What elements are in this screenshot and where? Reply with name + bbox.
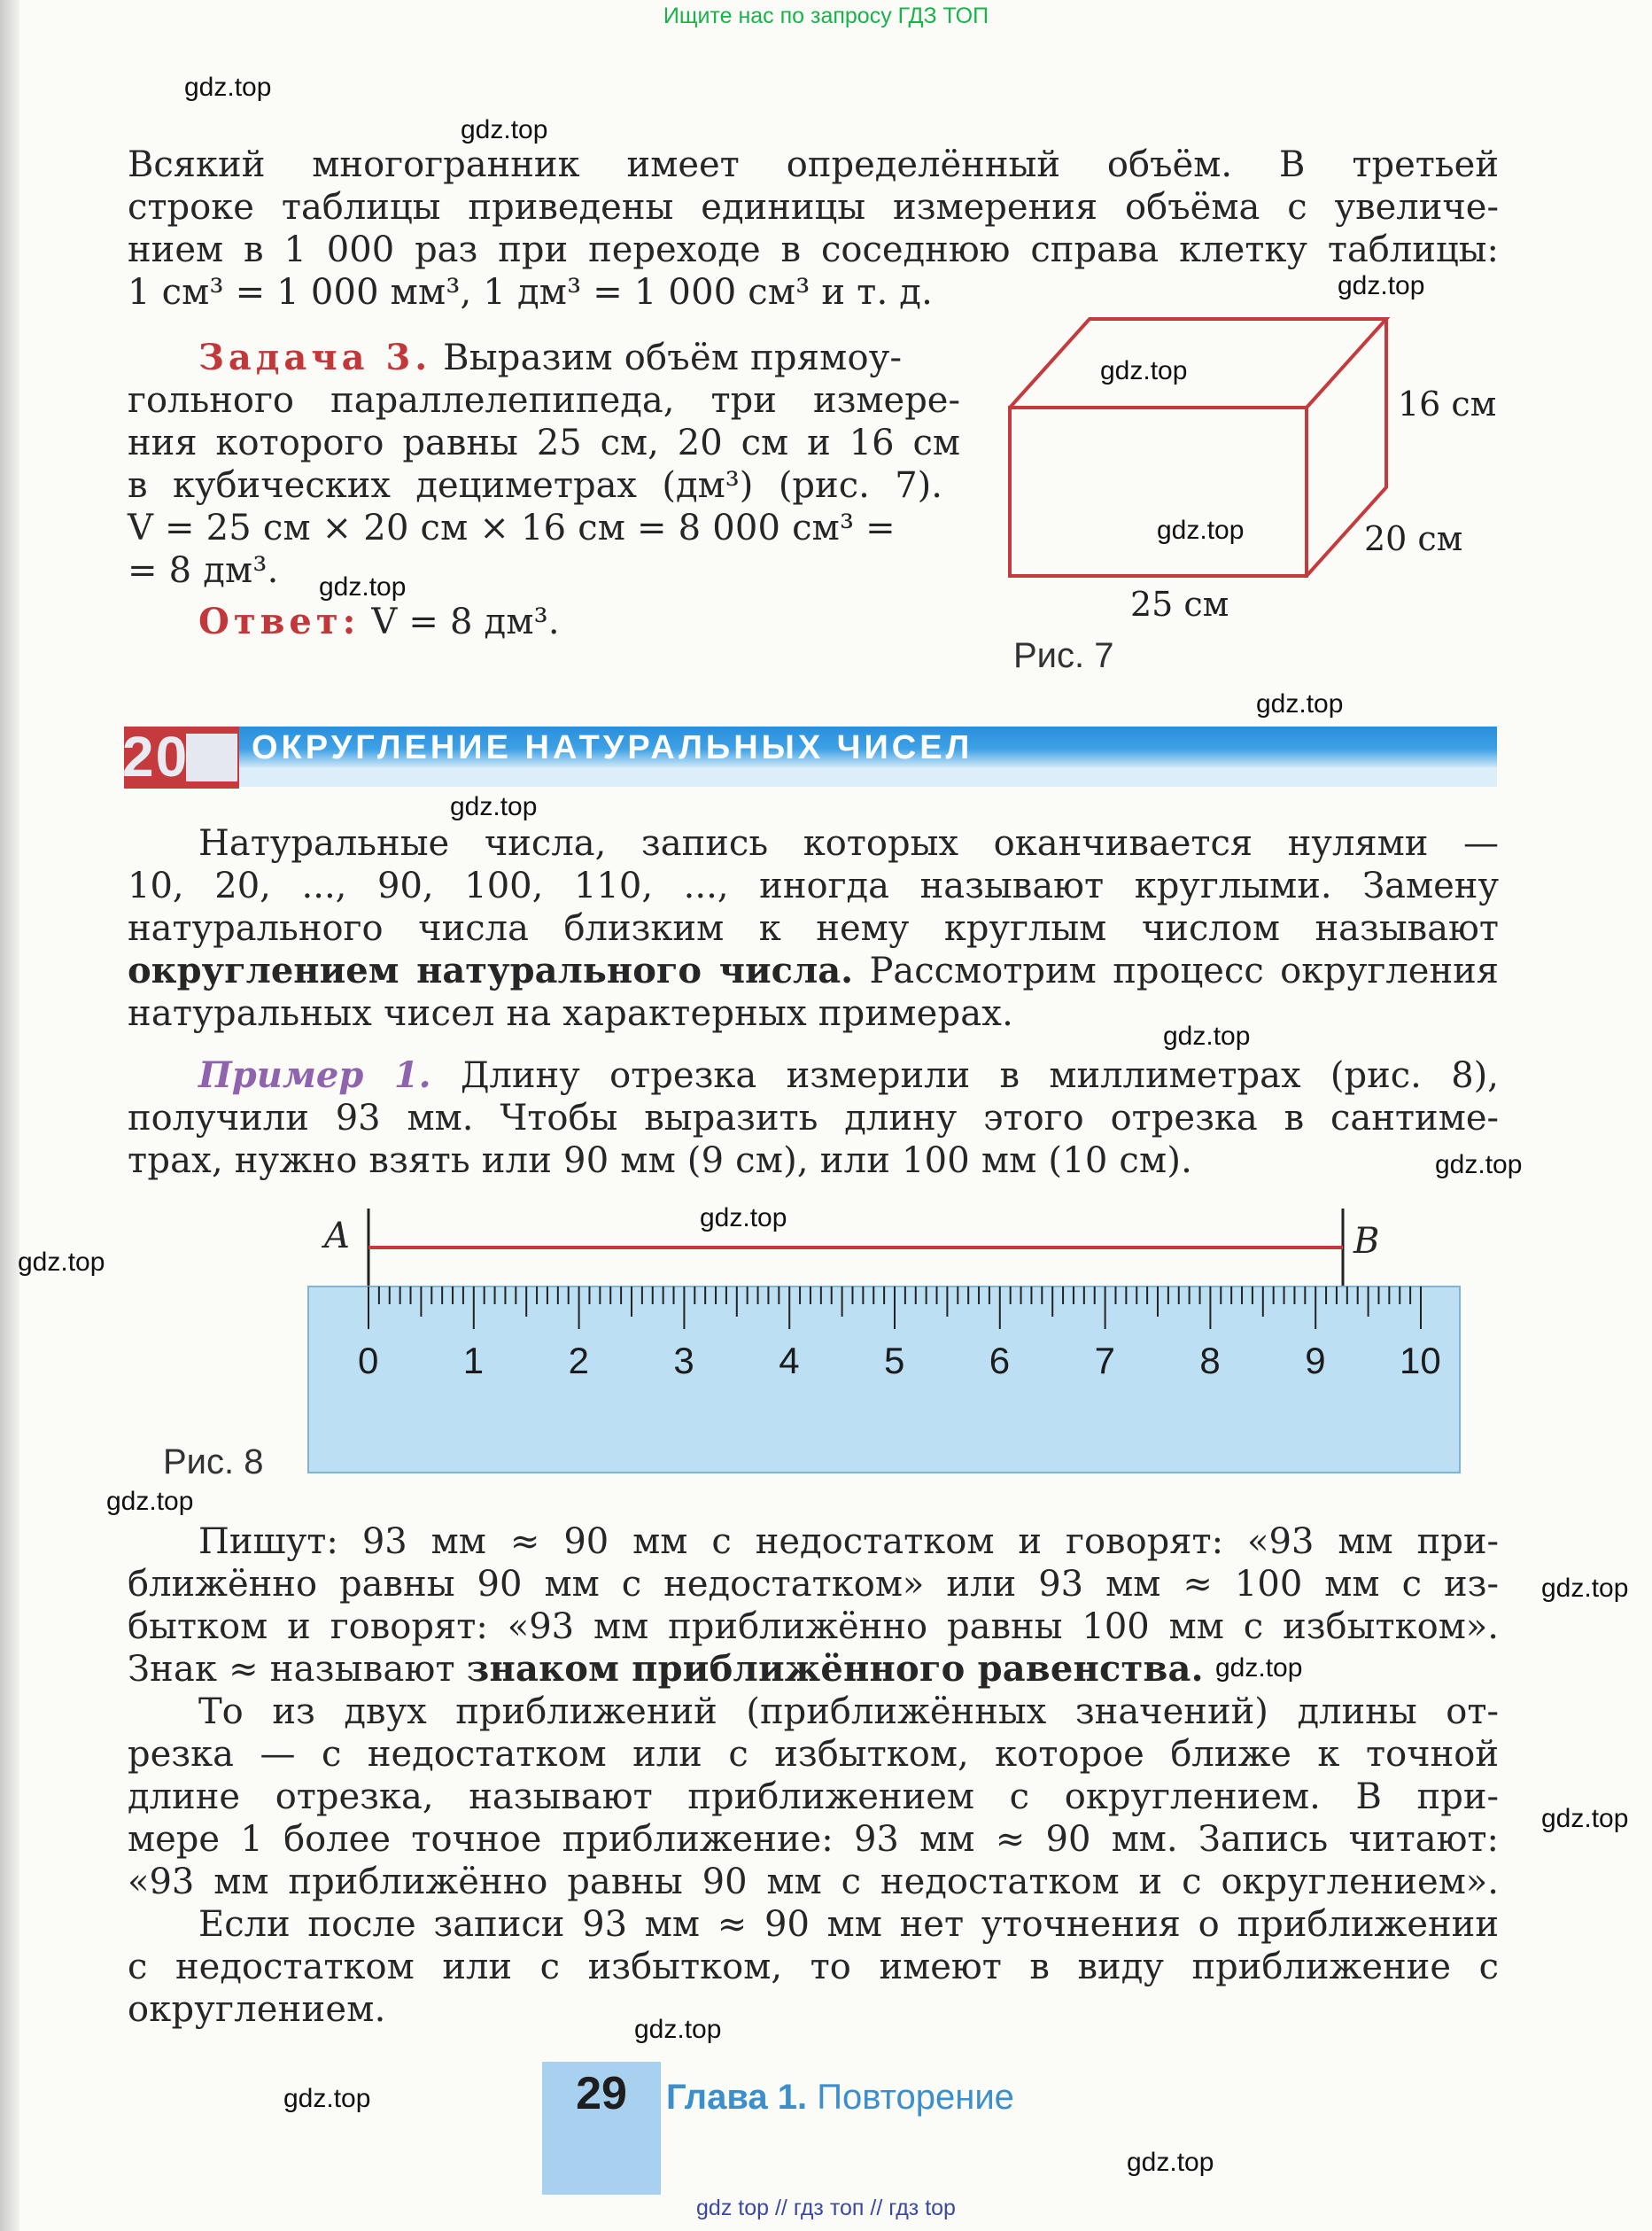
- term-rounding: округлением натурального числа.: [128, 950, 854, 991]
- watermark: gdz.top: [1541, 1804, 1629, 1833]
- ruler-label: 4: [779, 1340, 800, 1381]
- watermark: gdz.top: [283, 2084, 371, 2113]
- watermark: gdz.top: [1215, 1653, 1303, 1683]
- task-heading-line: [198, 337, 902, 379]
- box-top-face: [1010, 319, 1386, 408]
- point-b-label: B: [1353, 1221, 1380, 1262]
- ruler-label: 10: [1400, 1340, 1441, 1381]
- watermark: gdz.top: [1127, 2148, 1214, 2177]
- chapter-title: [666, 2078, 1014, 2118]
- paragraph-line: То из двух приближений (приближённых значений) длины от-: [198, 1691, 1499, 1732]
- section-number: 20: [122, 725, 190, 789]
- section-title: ОКРУГЛЕНИЕ НАТУРАЛЬНЫХ ЧИСЕЛ: [252, 729, 973, 766]
- point-a-label: A: [324, 1216, 350, 1256]
- task-line: в кубических дециметрах (дм³) (рис. 7).: [128, 465, 942, 506]
- paragraph-line: строке таблицы приведены единицы измерения объёма с увеличе-: [128, 187, 1499, 228]
- paragraph-line: ближённо равны 90 мм с недостатком» или 93 мм ≈ 100 мм с из-: [128, 1564, 1499, 1605]
- watermark: gdz.top: [700, 1203, 787, 1232]
- chapter-label: Глава 1.: [666, 2078, 808, 2117]
- watermark: gdz.top: [18, 1248, 105, 1277]
- paragraph-line: Пишут: 93 мм ≈ 90 мм с недостатком и говорят: «93 мм при-: [198, 1521, 1499, 1562]
- paragraph-line: мере 1 более точное приближение: 93 мм ≈ 90 мм. Запись читают:: [128, 1819, 1499, 1860]
- top-banner: Ищите нас по запросу ГДЗ ТОП: [663, 4, 989, 28]
- ruler-label: 2: [568, 1340, 589, 1381]
- figure-7-height-label: 16 см: [1398, 385, 1497, 424]
- watermark: gdz.top: [1157, 516, 1245, 545]
- figure-7-depth-label: 20 см: [1364, 519, 1463, 558]
- watermark: gdz.top: [319, 572, 407, 602]
- example-text: Длину отрезка измерили в миллиметрах (рис. 8),: [430, 1055, 1499, 1096]
- task-formula: = 8 дм³.: [128, 550, 279, 591]
- paragraph-line: бытком и говорят: «93 мм приближённо равны 100 мм с избытком».: [128, 1606, 1499, 1647]
- paragraph-line: резка — с недостатком или с избытком, которое ближе к точной: [128, 1734, 1499, 1775]
- watermark: gdz.top: [1256, 689, 1344, 719]
- ruler-label: 1: [462, 1340, 485, 1381]
- paragraph-line: Если после записи 93 мм ≈ 90 мм нет уточнения о приближении: [198, 1904, 1499, 1945]
- paragraph-line: натуральных чисел на характерных примерах.: [128, 993, 1013, 1034]
- watermark: gdz.top: [461, 115, 548, 144]
- ruler-label: 0: [358, 1340, 379, 1381]
- figure-7-width-label: 25 см: [1130, 585, 1229, 624]
- term-approx-sign: знаком приближённого равенства.: [466, 1648, 1204, 1690]
- paragraph-line: с недостатком или с избытком, то имеют в виду приближение с: [128, 1947, 1499, 1987]
- task-text: Выразим объём прямоу-: [431, 338, 903, 378]
- box-front-face: [1010, 408, 1307, 576]
- example-heading-line: [198, 1054, 1499, 1097]
- watermark: gdz.top: [184, 73, 272, 102]
- example-line: трах, нужно взять или 90 мм (9 см), или 100 мм (10 см).: [128, 1140, 1193, 1181]
- watermark: gdz.top: [106, 1487, 194, 1516]
- paragraph-line: округлением.: [128, 1989, 386, 2030]
- paragraph-line: натурального числа близким к нему круглым числом называют: [128, 908, 1499, 949]
- ruler-label: 3: [673, 1340, 694, 1381]
- paragraph-line: длине отрезка, называют приближением с округлением. В при-: [128, 1776, 1499, 1817]
- paragraph-line: [128, 1648, 1204, 1691]
- ruler-label: 8: [1199, 1340, 1221, 1381]
- ruler-label: 9: [1305, 1340, 1326, 1381]
- watermark: gdz.top: [450, 792, 538, 821]
- answer-line: [198, 601, 560, 643]
- watermark: gdz.top: [1541, 1574, 1629, 1603]
- answer-text: V = 8 дм³.: [360, 602, 560, 642]
- bottom-banner: gdz top // гдз топ // гдз top: [696, 2196, 956, 2220]
- task-line: ния которого равны 25 см, 20 см и 16 см: [128, 423, 960, 463]
- paragraph-line: 10, 20, ..., 90, 100, 110, ..., иногда называют круглыми. Замену: [128, 866, 1499, 906]
- paragraph-line: Всякий многогранник имеет определённый объём. В третьей: [128, 144, 1499, 185]
- page-number: 29: [576, 2068, 627, 2119]
- task-label: Задача 3.: [198, 337, 432, 378]
- paragraph-line: [128, 950, 1499, 992]
- task-formula: V = 25 см × 20 см × 16 см = 8 000 см³ =: [128, 508, 896, 548]
- ruler-label: 7: [1094, 1340, 1115, 1381]
- ruler-label: 5: [884, 1340, 905, 1381]
- chapter-name: Повторение: [817, 2078, 1014, 2117]
- figure-7-box: [1001, 310, 1426, 585]
- figure-7-caption: Рис. 7: [1013, 636, 1114, 675]
- paragraph-line: «93 мм приближённо равны 90 мм с недостатком и с округлением».: [128, 1862, 1499, 1902]
- paragraph-text: Знак ≈ называют: [128, 1649, 467, 1690]
- example-line: получили 93 мм. Чтобы выразить длину этого отрезка в сантиме-: [128, 1098, 1499, 1139]
- paragraph-line: Натуральные числа, запись которых оканчивается нулями —: [198, 823, 1499, 864]
- figure-8-caption: Рис. 8: [163, 1442, 264, 1481]
- watermark: gdz.top: [1338, 271, 1425, 300]
- ruler-label: 6: [989, 1340, 1011, 1381]
- watermark: gdz.top: [1163, 1022, 1251, 1051]
- answer-label: Ответ:: [198, 601, 361, 642]
- paragraph-text: Рассмотрим процесс округления: [853, 951, 1499, 991]
- watermark: gdz.top: [634, 2015, 722, 2044]
- watermark: gdz.top: [1435, 1150, 1523, 1179]
- page-edge: [0, 0, 19, 2231]
- paragraph-line: нием в 1 000 раз при переходе в соседнюю справа клетку таблицы:: [128, 229, 1499, 270]
- paragraph-line: 1 см³ = 1 000 мм³, 1 дм³ = 1 000 см³ и т. д.: [128, 272, 934, 313]
- example-label: Пример 1.: [198, 1054, 431, 1096]
- watermark: gdz.top: [1100, 356, 1188, 385]
- task-line: гольного параллелепипеда, три измере-: [128, 380, 960, 421]
